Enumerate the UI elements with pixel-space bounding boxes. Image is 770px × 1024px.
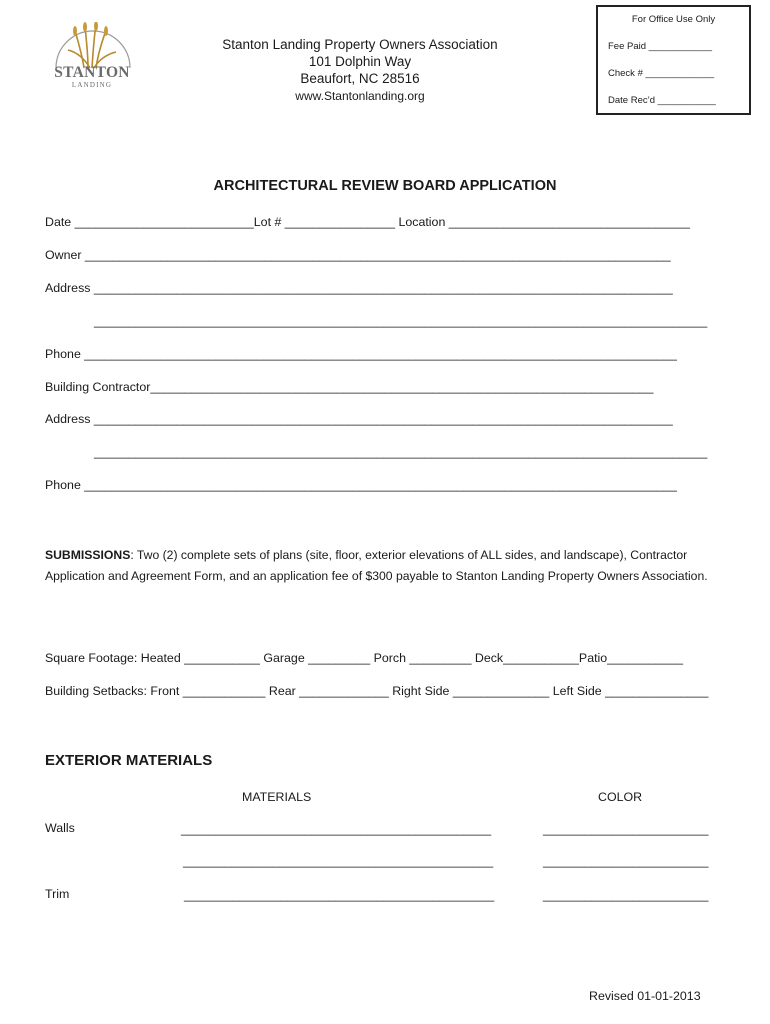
walls-color-field[interactable]: ________________________ xyxy=(543,822,709,836)
fee-paid-field[interactable]: Fee Paid ____________ xyxy=(608,41,713,52)
walls-material-line2-field[interactable]: _____________________________________________ xyxy=(183,854,494,868)
color-column-header: COLOR xyxy=(598,790,643,804)
logo-name: STANTON xyxy=(54,64,130,81)
date-lot-location-field[interactable]: Date __________________________Lot # ________________ Location ___________________________________ xyxy=(45,215,690,229)
form-title: ARCHITECTURAL REVIEW BOARD APPLICATION xyxy=(213,178,557,194)
trim-material-field[interactable]: _____________________________________________ xyxy=(184,888,495,902)
contractor-address-line2-field[interactable]: _________________________________________________________________________________________ xyxy=(94,445,708,459)
submissions-text: : Two (2) complete sets of plans (site, floor, exterior elevations of ALL sides, and landscape), Contractor Application and Agreement Form, and an application fee of $300 payable to Stanton Landing Property Owners Association. xyxy=(45,548,708,583)
square-footage-field[interactable]: Square Footage: Heated ___________ Garage _________ Porch _________ Deck___________Patio___________ xyxy=(45,651,683,665)
org-name: Stanton Landing Property Owners Association xyxy=(222,37,498,52)
materials-column-header: MATERIALS xyxy=(242,790,312,804)
logo-subtitle: LANDING xyxy=(71,81,113,89)
check-number-field[interactable]: Check # _____________ xyxy=(608,68,715,79)
submissions-paragraph xyxy=(45,545,725,586)
org-website[interactable]: www.Stantonlanding.org xyxy=(295,89,425,103)
revised-date: Revised 01-01-2013 xyxy=(589,989,701,1003)
date-received-field[interactable]: Date Rec’d ___________ xyxy=(608,95,716,106)
submissions-label: SUBMISSIONS xyxy=(45,548,131,562)
trim-label: Trim xyxy=(45,887,70,901)
office-use-title: For Office Use Only xyxy=(631,14,716,25)
stanton-landing-logo xyxy=(48,22,138,94)
building-contractor-field[interactable]: Building Contractor_________________________________________________________________________ xyxy=(45,380,654,394)
owner-address-line2-field[interactable]: _________________________________________________________________________________________ xyxy=(94,314,708,328)
trim-color-field[interactable]: ________________________ xyxy=(543,888,709,902)
org-street: 101 Dolphin Way xyxy=(308,54,412,69)
org-city: Beaufort, NC 28516 xyxy=(300,71,420,86)
owner-phone-field[interactable]: Phone ______________________________________________________________________________________ xyxy=(45,347,677,361)
owner-address-field[interactable]: Address ____________________________________________________________________________________ xyxy=(45,281,673,295)
wheat-grass-icon xyxy=(48,22,138,70)
contractor-phone-field[interactable]: Phone ______________________________________________________________________________________ xyxy=(45,478,677,492)
walls-material-field[interactable]: _____________________________________________ xyxy=(181,822,492,836)
exterior-materials-heading: EXTERIOR MATERIALS xyxy=(45,752,213,769)
contractor-address-field[interactable]: Address ____________________________________________________________________________________ xyxy=(45,412,673,426)
walls-color-line2-field[interactable]: ________________________ xyxy=(543,854,709,868)
walls-label: Walls xyxy=(45,821,75,835)
owner-field[interactable]: Owner _____________________________________________________________________________________ xyxy=(45,248,671,262)
building-setbacks-field[interactable]: Building Setbacks: Front ____________ Rear _____________ Right Side ______________ Left Side _______________ xyxy=(45,684,709,698)
office-use-box xyxy=(596,5,751,115)
